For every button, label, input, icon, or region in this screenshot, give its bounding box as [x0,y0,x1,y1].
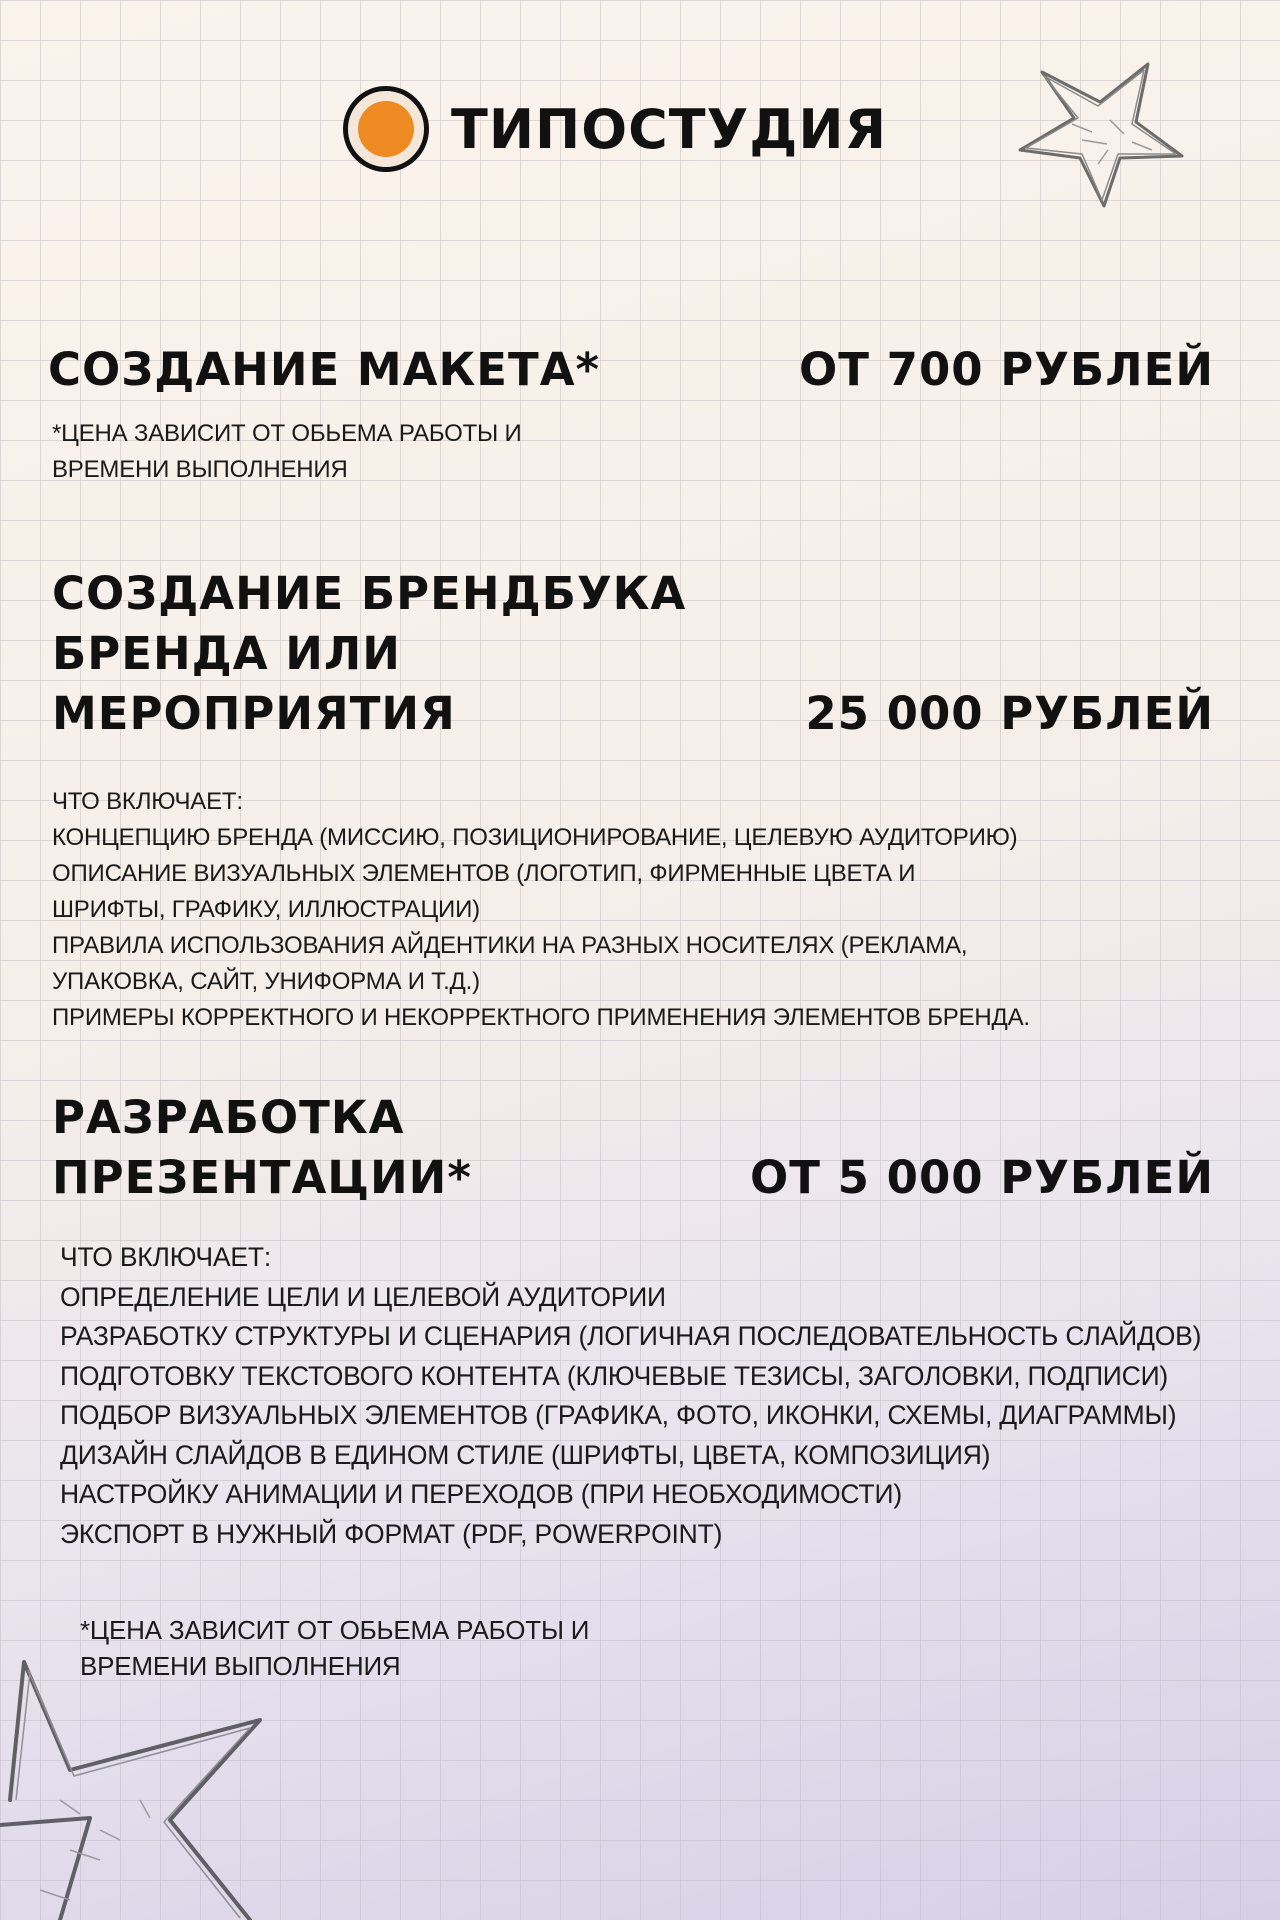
brand-mark-icon [343,86,429,172]
service-title-line: РАЗРАБОТКА [52,1091,405,1144]
brand-name: ТИПОСТУДИЯ [451,97,888,161]
description-line: ЧТО ВКЛЮЧАЕТ: [52,788,243,815]
description-line: УПАКОВКА, САЙТ, УНИФОРМА И Т.Д.) [52,968,480,995]
description-line: ПРИМЕРЫ КОРРЕКТНОГО И НЕКОРРЕКТНОГО ПРИМЕНЕНИЯ ЭЛЕМЕНТОВ БРЕНДА. [52,1004,1030,1031]
service-description [60,1238,1201,1554]
service-title-line: СОЗДАНИЕ БРЕНДБУКА [52,567,687,620]
description-line: ЧТО ВКЛЮЧАЕТ: [60,1242,271,1272]
service-title-line: СОЗДАНИЕ МАКЕТА* [48,343,601,396]
price-note [52,416,522,488]
description-line: ОПИСАНИЕ ВИЗУАЛЬНЫХ ЭЛЕМЕНТОВ (ЛОГОТИП, ФИРМЕННЫЕ ЦВЕТА И [52,860,916,887]
service-title-line: БРЕНДА ИЛИ [52,627,401,680]
description-line: ШРИФТЫ, ГРАФИКУ, ИЛЛЮСТРАЦИИ) [52,896,480,923]
note-line: ВРЕМЕНИ ВЫПОЛНЕНИЯ [80,1651,401,1681]
description-line: ПОДГОТОВКУ ТЕКСТОВОГО КОНТЕНТА (КЛЮЧЕВЫЕ ТЕЗИСЫ, ЗАГОЛОВКИ, ПОДПИСИ) [60,1360,1169,1391]
note-line: *ЦЕНА ЗАВИСИТ ОТ ОБЬЕМА РАБОТЫ И [52,420,522,447]
service-price: ОТ 700 РУБЛЕЙ [799,343,1214,396]
service-description [52,784,1030,1036]
description-line: КОНЦЕПЦИЮ БРЕНДА (МИССИЮ, ПОЗИЦИОНИРОВАНИЕ, ЦЕЛЕВУЮ АУДИТОРИЮ) [52,824,1018,851]
brand-logo [343,84,887,174]
star-doodle-icon [1012,54,1192,214]
service-title-line: МЕРОПРИЯТИЯ [52,687,456,740]
service-title-line: ПРЕЗЕНТАЦИИ* [52,1151,472,1204]
star-doodle-icon [0,1650,300,1920]
service-price: 25 000 РУБЛЕЙ [805,687,1214,740]
description-line: НАСТРОЙКУ АНИМАЦИИ И ПЕРЕХОДОВ (ПРИ НЕОБХОДИМОСТИ) [60,1479,902,1509]
service-title [52,1088,472,1208]
price-note [80,1612,589,1684]
note-line: *ЦЕНА ЗАВИСИТ ОТ ОБЬЕМА РАБОТЫ И [80,1615,590,1645]
service-title [48,340,600,400]
description-line: ЭКСПОРТ В НУЖНЫЙ ФОРМАТ (PDF, POWERPOINT) [60,1518,723,1549]
description-line: ПРАВИЛА ИСПОЛЬЗОВАНИЯ АЙДЕНТИКИ НА РАЗНЫХ НОСИТЕЛЯХ (РЕКЛАМА, [52,932,968,959]
service-title [52,564,686,744]
description-line: ПОДБОР ВИЗУАЛЬНЫХ ЭЛЕМЕНТОВ (ГРАФИКА, ФОТО, ИКОНКИ, СХЕМЫ, ДИАГРАММЫ) [60,1400,1177,1430]
service-price: ОТ 5 000 РУБЛЕЙ [750,1151,1214,1204]
note-line: ВРЕМЕНИ ВЫПОЛНЕНИЯ [52,456,348,483]
description-line: РАЗРАБОТКУ СТРУКТУРЫ И СЦЕНАРИЯ (ЛОГИЧНАЯ ПОСЛЕДОВАТЕЛЬНОСТЬ СЛАЙДОВ) [60,1321,1202,1351]
description-line: ДИЗАЙН СЛАЙДОВ В ЕДИНОМ СТИЛЕ (ШРИФТЫ, ЦВЕТА, КОМПОЗИЦИЯ) [60,1439,991,1470]
description-line: ОПРЕДЕЛЕНИЕ ЦЕЛИ И ЦЕЛЕВОЙ АУДИТОРИИ [60,1281,666,1312]
